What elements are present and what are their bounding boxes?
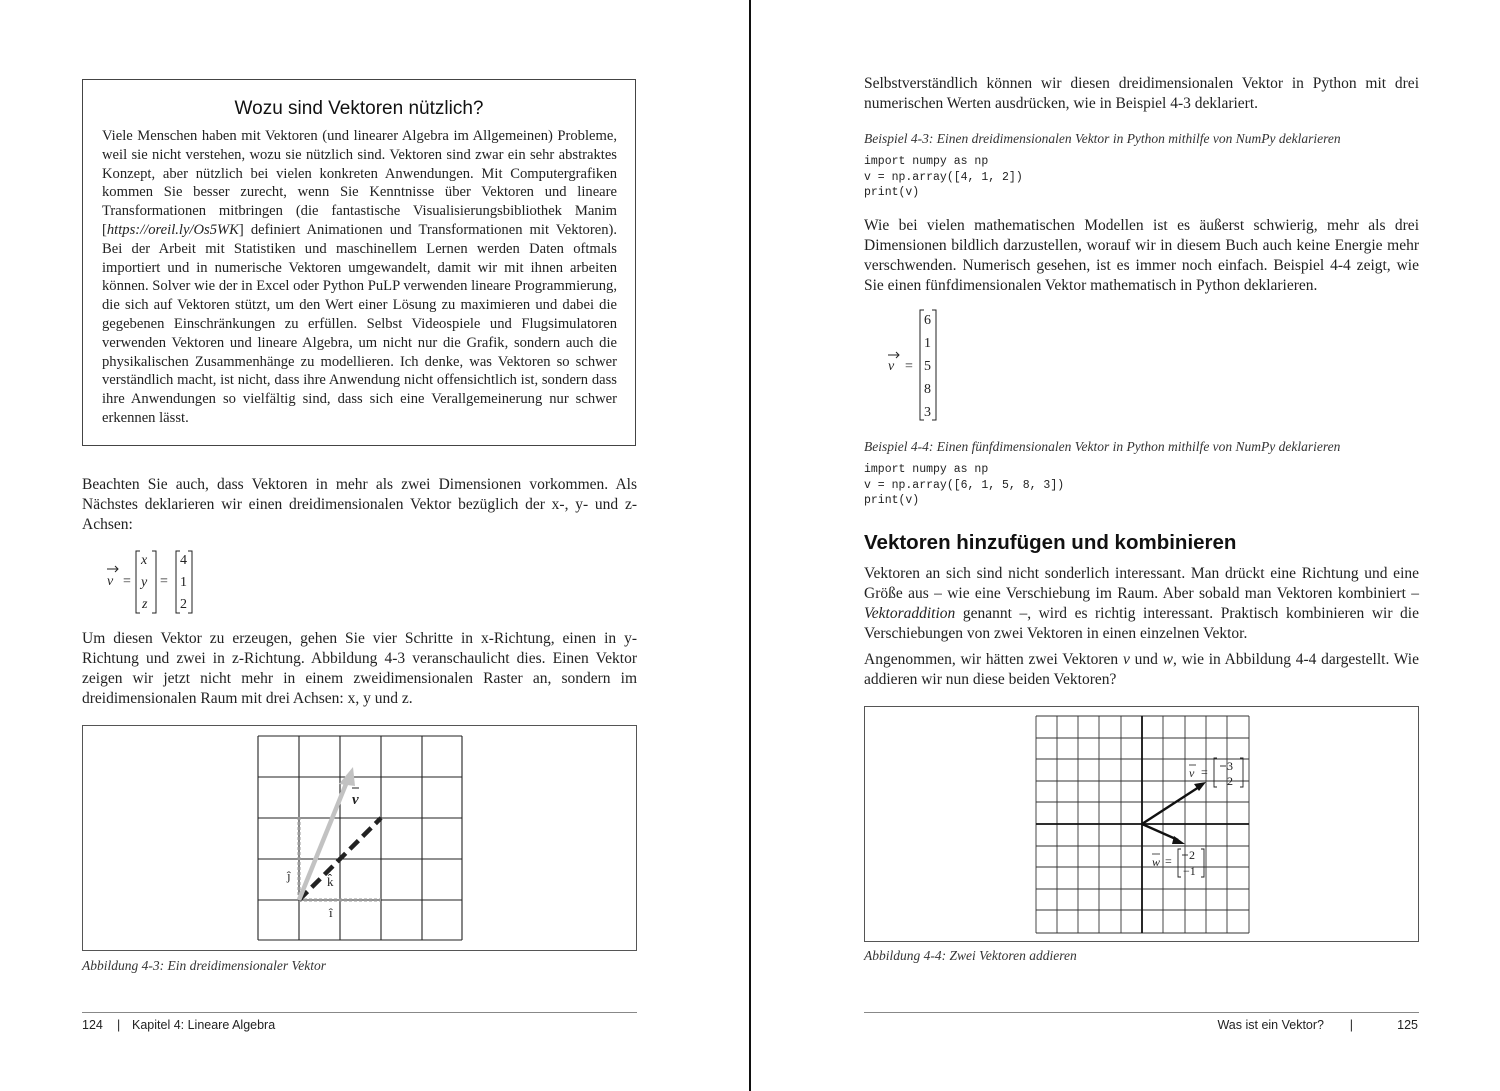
- eq1-equals2: =: [160, 574, 168, 589]
- eq1-num-0: 4: [180, 553, 187, 568]
- right-page: [751, 0, 1500, 1091]
- para3-part1: Vektoren an sich sind nicht sonderlich interessant. Man drückt eine Richtung und eine Größe aus – wie eine Verschiebung im Raum. Aber sobald man Vektoren kombiniert –: [864, 565, 1419, 602]
- w-value-1: −1: [1183, 864, 1196, 878]
- eq1-lhs: v: [107, 574, 114, 589]
- eq2-lhs: v: [888, 359, 895, 374]
- example-4-3-code: import numpy as np v = np.array([4, 1, 2]) print(v): [864, 155, 1023, 199]
- para3-part2: genannt –, wird es richtig interessant. Praktisch kombinieren wir die Verschiebungen von zwei Vektoren in einen einzelnen Vektor.: [864, 605, 1419, 642]
- paragraph-two-vectors: [864, 650, 1419, 690]
- grid-3d: [258, 736, 462, 940]
- right-footer-sep: |: [1349, 1018, 1353, 1032]
- figure-4-3-caption: Abbildung 4-3: Ein dreidimensionaler Vektor: [82, 958, 326, 973]
- sidebar-text-part1: Viele Menschen haben mit Vektoren (und linearer Algebra im Allgemeinen) Probleme, weil sie nicht verstehen, wozu sie nützlich sind. Vektoren sind zwar ein sehr abstraktes Konzept, aber nützlich bei vielen konkreten Anwendungen. Mit Computergrafiken kommen Sie besser zurecht, wenn Sie Kenntnisse über Vektoren und lineare Transformationen mitbringen (die fantastische Visualisierungsbibliothek Manim [: [102, 128, 617, 238]
- para4-v: v: [1122, 651, 1130, 668]
- section-heading: Vektoren hinzufügen und kombinieren: [864, 531, 1237, 554]
- eq2-equals: =: [905, 359, 913, 374]
- paragraph-3d-steps: Um diesen Vektor zu erzeugen, gehen Sie vier Schritte in x-Richtung, einen in y-Richtung und zwei in z-Richtung. Abbildung 4-3 veranschaulicht dies. Einen Vektor zeigen wir jetzt nicht mehr in einem zweidimensionalen Raster an, sondern im dreidimensionalen Raum mit drei Achsen: x, y und z.: [82, 630, 637, 707]
- eq1-sym-0: x: [141, 553, 148, 568]
- right-section-title: Was ist ein Vektor?: [1217, 1018, 1324, 1032]
- eq2-bracket-r: [932, 310, 936, 420]
- sidebar-text: [102, 127, 617, 428]
- paragraph-vector-addition: [864, 564, 1419, 644]
- i-hat-label: î: [329, 905, 333, 920]
- svg-text:=: =: [1165, 854, 1172, 868]
- w-vector: [1142, 824, 1178, 840]
- right-footer: [864, 1012, 1419, 1037]
- eq1-sym-1: y: [141, 575, 148, 590]
- svg-text:w: w: [1152, 855, 1161, 869]
- example-4-4-code: import numpy as np v = np.array([6, 1, 5, 8, 3]) print(v): [864, 463, 1065, 507]
- svg-text:=: =: [1201, 765, 1208, 779]
- para4-w: w: [1162, 651, 1173, 668]
- eq2-val-0: 6: [924, 313, 931, 328]
- paragraph-dimensions: Wie bei vielen mathematischen Modellen ist es äußerst schwierig, mehr als drei Dimensionen bildlich darzustellen, worauf wir in diesem Buch auch keine Energie mehr verschwenden. Numerisch gesehen, ist es immer noch einfach. Beispiel 4-4 zeigt, wie Sie einen fünfdimensionalen Vektor mathematisch in Python deklarieren.: [864, 217, 1419, 294]
- figure-4-4-caption: Abbildung 4-4: Zwei Vektoren addieren: [864, 948, 1077, 963]
- manim-link[interactable]: https://oreil.ly/Os5WK: [106, 221, 239, 238]
- eq1-sym-2: z: [142, 597, 148, 612]
- v-vector: [299, 784, 346, 900]
- example-4-3-caption: Beispiel 4-3: Einen dreidimensionalen Vektor in Python mithilfe von NumPy deklarieren: [864, 131, 1341, 146]
- para4-and: und: [1129, 651, 1163, 668]
- eq2-val-4: 3: [924, 405, 931, 420]
- figure-3d-vector: [82, 725, 637, 951]
- equation-3d-vector: [100, 548, 210, 616]
- left-page-number: 124: [82, 1018, 103, 1032]
- eq2-val-2: 5: [924, 359, 931, 374]
- eq1-bracket-l1: [136, 551, 140, 613]
- svg-text:v: v: [1189, 766, 1195, 780]
- v-value-1: 2: [1227, 774, 1233, 788]
- eq1-equals1: =: [123, 574, 131, 589]
- paragraph-python-3d: Selbstverständlich können wir diesen dreidimensionalen Vektor in Python mit drei numerischen Werten ausdrücken, wie in Beispiel 4-3 deklariert.: [864, 75, 1419, 112]
- eq1-num-1: 1: [180, 575, 187, 590]
- right-page-number: 125: [1397, 1018, 1418, 1032]
- paragraph-3d-intro: Beachten Sie auch, dass Vektoren in mehr als zwei Dimensionen vorkommen. Als Nächstes deklarieren wir einen dreidimensionalen Vektor bezüglich der x-, y- und z-Achsen:: [82, 476, 637, 533]
- para3-emphasis: Vektoraddition: [864, 605, 956, 622]
- figure-two-vectors-graphic: [865, 707, 1420, 943]
- v-label: v: [352, 792, 359, 808]
- left-page: [0, 0, 749, 1091]
- eq1-num-2: 2: [180, 597, 187, 612]
- figure-3d-vector-graphic: [83, 726, 638, 952]
- sidebar-box: [82, 79, 636, 446]
- para4-part2: , wie in Abbildung 4-4 dargestellt. Wie addieren wir nun diese beiden Vektoren?: [864, 651, 1419, 688]
- para4-part1: Angenommen, wir hätten zwei Vektoren: [864, 651, 1123, 668]
- sidebar-text-part2: ] definiert Animationen und Transformationen mit Vektoren). Bei der Arbeit mit Statistiken und maschinellem Lernen werden Daten oftmals importiert und in numerische Vektoren umgewandelt, damit wir mit ihnen arbeiten können. Solver wie der in Excel oder Python PuLP verwenden lineare Programmierung, die sich auf Vektoren stützt, um den Wert einer Lösung zu maximieren und dabei die gegebenen Einschränkungen zu erfüllen. Selbst Videospiele und Flugsimulatoren verwenden Vektoren und lineare Algebra, um nicht nur die Grafik, sondern auch die physikalischen Zusammenhänge zu modellieren. Ich denke, was Vektoren so schwer verständlich macht, ist nicht, dass ihre Anwendung nicht offensichtlich ist, sondern dass ihre Anwendungen so vielfältig sind, dass sich eine Verallgemeinerung nur schwer erkennen lässt.: [102, 221, 617, 426]
- w-equation: [1152, 848, 1204, 878]
- left-chapter-title: Kapitel 4: Lineare Algebra: [132, 1018, 276, 1032]
- sidebar-title: Wozu sind Vektoren nützlich?: [234, 98, 484, 119]
- j-hat-label: ĵ: [287, 868, 291, 883]
- w-arrowhead: [1172, 836, 1185, 844]
- eq2-val-1: 1: [924, 336, 931, 351]
- w-value-0: 2: [1189, 848, 1195, 862]
- v-value-0: 3: [1227, 759, 1233, 773]
- eq1-bracket-r1: [152, 551, 156, 613]
- equation-5d-vector: [884, 307, 944, 422]
- v-vector: [1142, 787, 1199, 824]
- figure-two-vectors: [864, 706, 1419, 942]
- eq2-val-3: 8: [924, 382, 931, 397]
- left-footer: [82, 1012, 637, 1037]
- left-footer-sep: |: [117, 1018, 121, 1032]
- k-hat-label: k̂: [327, 874, 334, 889]
- example-4-4-caption: Beispiel 4-4: Einen fünfdimensionalen Vektor in Python mithilfe von NumPy deklarieren: [864, 439, 1341, 454]
- eq1-bracket-r2: [188, 551, 192, 613]
